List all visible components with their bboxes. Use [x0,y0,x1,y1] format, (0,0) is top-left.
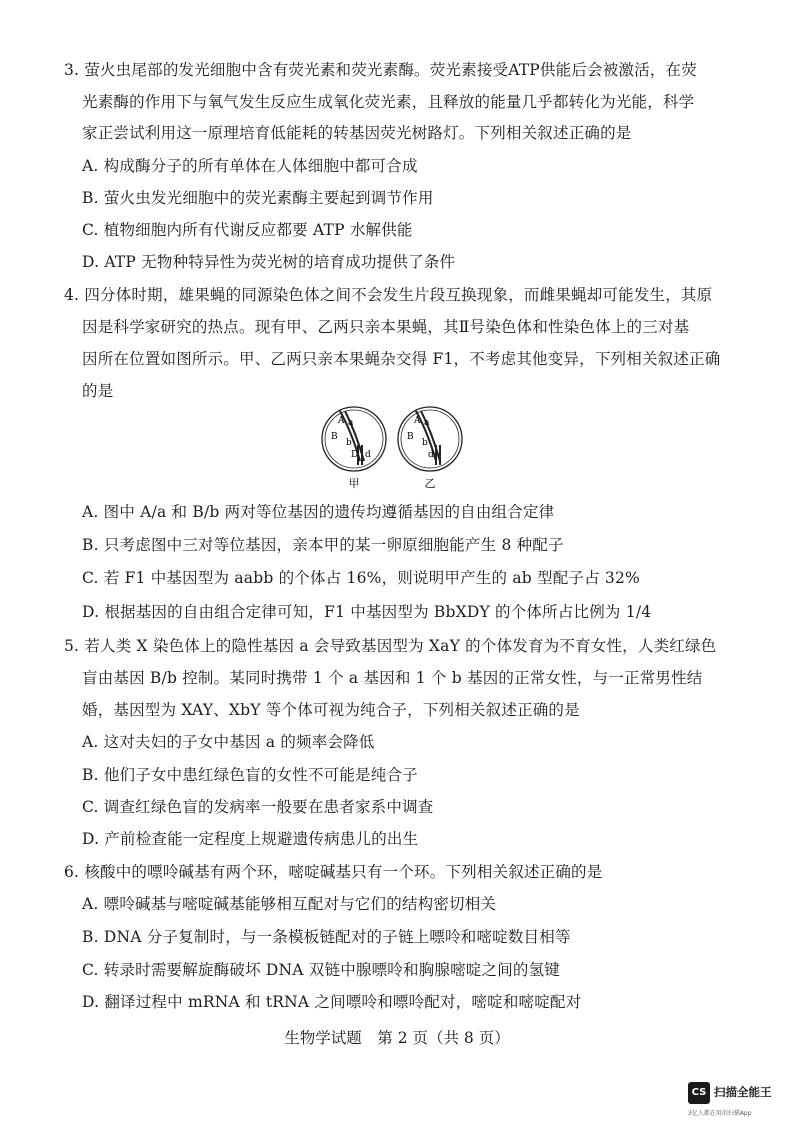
gene-label: d [428,450,434,460]
q5-stem-line-1: 5. 若人类 X 染色体上的隐性基因 a 会导致基因型为 XaY 的个体发育为不育女性，人类红绿色 [64,637,717,655]
scanner-tagline: 3亿人都在用的扫描App [688,1110,752,1117]
q4-option-d: D. 根据基因的自由组合定律可知，F1 中基因型为 BbXDY 的个体所占比例为 1/4 [82,603,652,621]
q5-option-c: C. 调查红绿色盲的发病率一般要在患者家系中调查 [82,798,434,816]
gene-label: b [346,438,352,448]
gene-label: b [422,438,428,448]
cell-label-jia: 甲 [348,477,360,490]
gene-label: B [331,432,338,442]
q5-option-b: B. 他们子女中患红绿色盲的女性不可能是纯合子 [82,766,418,784]
gene-label: B [407,432,414,442]
q3-stem-line-3: 家正尝试利用这一原理培育低能耗的转基因荧光树路灯。下列相关叙述正确的是 [82,124,632,142]
q3-stem-line-1: 3. 萤火虫尾部的发光细胞中含有荧光素和荧光素酶。荧光素接受ATP供能后会被激活，在荧 [64,61,697,79]
page-footer: 生物学试题 第 2 页（共 8 页） [284,1029,510,1047]
q4-option-b: B. 只考虑图中三对等位基因，亲本甲的某一卵原细胞能产生 8 种配子 [82,536,564,554]
q6-option-c: C. 转录时需要解旋酶破坏 DNA 双链中腺嘌呤和胸腺嘧啶之间的氢键 [82,961,561,979]
q5-option-a: A. 这对夫妇的子女中基因 a 的频率会降低 [82,733,375,751]
q4-stem-line-3: 因所在位置如图所示。甲、乙两只亲本果蝇杂交得 F1，不考虑其他变异，下列相关叙述正确 [82,350,721,368]
q6-option-b: B. DNA 分子复制时，与一条模板链配对的子链上嘌呤和嘧啶数目相等 [82,928,571,946]
gene-label: a [348,418,354,428]
gene-label: A [414,416,421,426]
gene-label: D [351,450,359,460]
q6-option-d: D. 翻译过程中 mRNA 和 tRNA 之间嘌呤和嘌呤配对，嘧啶和嘧啶配对 [82,993,582,1011]
q5-option-d: D. 产前检查能一定程度上规避遗传病患儿的出生 [82,830,419,848]
scanner-name: 扫描全能王 [714,1085,772,1099]
q6-stem-line-1: 6. 核酸中的嘌呤碱基有两个环，嘧啶碱基只有一个环。下列相关叙述正确的是 [64,863,603,881]
gene-label: d [365,450,371,460]
q4-option-a: A. 图中 A/a 和 B/b 两对等位基因的遗传均遵循基因的自由组合定律 [82,503,555,521]
q3-option-d: D. ATP 无物种特异性为荧光树的培育成功提供了条件 [82,253,456,271]
q3-stem-line-2: 光素酶的作用下与氧气发生反应生成氧化荧光素，且释放的能量几乎都转化为光能，科学 [82,93,695,111]
q4-stem-line-2: 因是科学家研究的热点。现有甲、乙两只亲本果蝇，其Ⅱ号染色体和性染色体上的三对基 [82,318,690,336]
q3-option-c: C. 植物细胞内所有代谢反应都要 ATP 水解供能 [82,221,413,239]
q6-option-a: A. 嘌呤碱基与嘧啶碱基能够相互配对与它们的结构密切相关 [82,895,497,913]
camscanner-logo-icon: CS [688,1082,710,1104]
gene-label: a [424,418,430,428]
q5-stem-line-3: 婚，基因型为 XAY、XbY 等个体可视为纯合子，下列相关叙述正确的是 [82,701,580,719]
q3-option-b: B. 萤火虫发光细胞中的荧光素酶主要起到调节作用 [82,189,434,207]
scanner-watermark [688,1080,788,1120]
q5-stem-line-2: 盲由基因 B/b 控制。某同时携带 1 个 a 基因和 1 个 b 基因的正常女性，与一正常男性结 [82,669,703,687]
cell-yi [398,407,462,471]
gene-label: A [338,416,345,426]
q3-option-a: A. 构成酶分子的所有单体在人体细胞中都可合成 [82,157,418,175]
q4-stem-line-4: 的是 [82,382,114,400]
cell-jia [322,407,386,471]
chromosome-diagram [318,403,478,493]
q4-option-c: C. 若 F1 中基因型为 aabb 的个体占 16%，则说明甲产生的 ab 型配子占 32% [82,569,640,587]
cell-label-yi: 乙 [424,477,436,490]
q4-stem-line-1: 4. 四分体时期，雄果蝇的同源染色体之间不会发生片段互换现象，而雌果蝇却可能发生，其原 [64,286,713,304]
